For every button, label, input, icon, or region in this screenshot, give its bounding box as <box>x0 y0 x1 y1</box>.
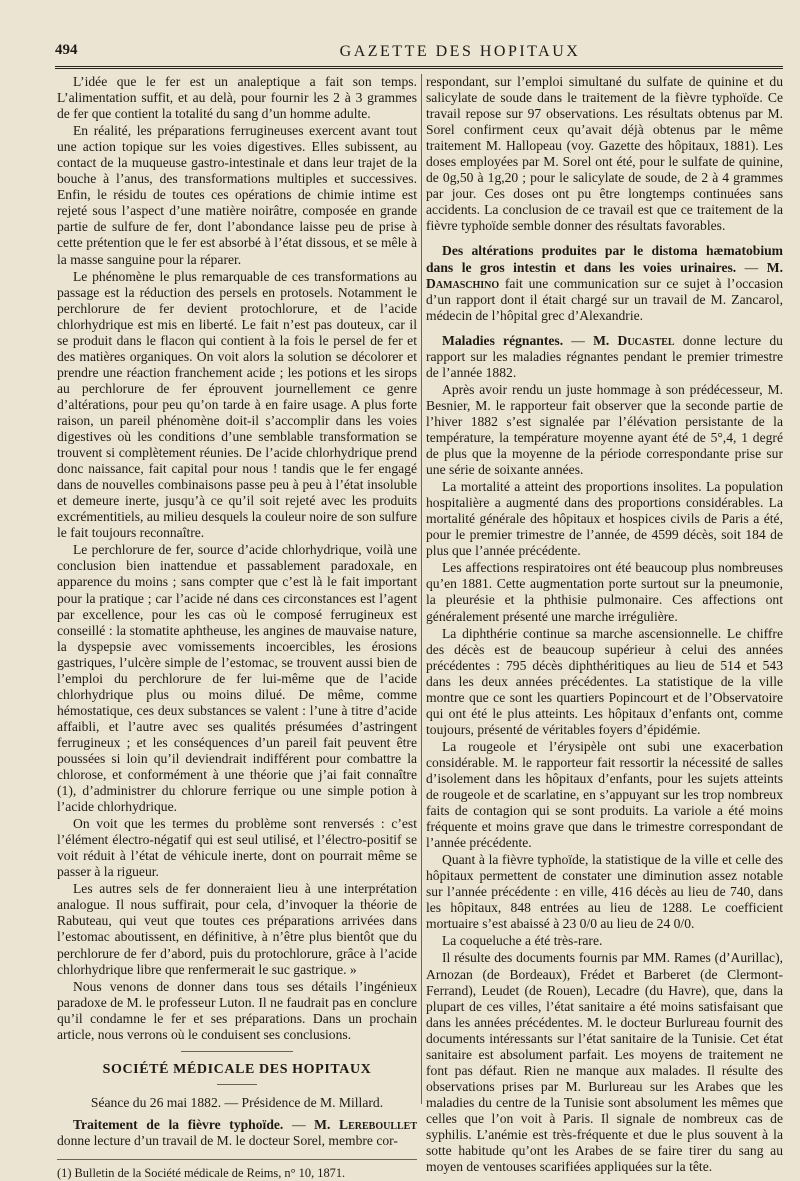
paragraph: Le phénomène le plus remarquable de ces transformations au passage est la réduction des persels en protosels. Notamment le perchlorure de fer devient protochlorure, et de l’acide chlorhydrique est mis en liberté. Le fait n’est pas douteux, car il se produit dans le flacon qui contient à la fois le persel de fer et des matières organiques. On voit alors la solution se décolorer et prendre une réaction franchement acide ; les potions et les sirops au perchlorure de fer éprouvent journellement ce genre d’altérations, pour peu qu’on tarde à en faire usage. A plus forte raison, un pareil phénomène doit-il s’accomplir dans les voies digestives où les conditions d’une semblable transformation se trouvent si complètement réunies. De l’acide chlorhydrique prend donc naissance, fait capital pour nous ! tandis que le fer engagé dans de nouvelles combinaisons passe peu à peu à l’état insoluble et demeure inerte, jusqu’à ce qu’il soit rejeté avec les produits excrémentitiels, au milieu desquels la couleur noire de son sulfure le fait toujours reconnaître. <box>57 268 417 541</box>
paragraph: Quant à la fièvre typhoïde, la statistique de la ville et celle des hôpitaux permettent de constater une diminution assez notable sur l’année précédente : en ville, 416 décès au lieu de 740, dans les hôpitaux, 848 entrées au lieu de 1288. Le coefficient mortuaire s’est abaissé à 23 0/0 au lieu de 24 0/0. <box>426 852 783 932</box>
paragraph: Il résulte des documents fournis par MM. Rames (d’Aurillac), Arnozan (de Bordeaux), Frédet et Barberet (de Clermont-Ferrand), Leudet (de Rouen), Lecadre (du Havre), que, dans la plupart de ces villes, l’état sanitaire a été moins satisfaisant que dans les années précédentes. M. le docteur Burlureau fournit des documents intéressants sur l’état sanitaire de la Tunisie. Cet état sanitaire est absolument parfait. Les moyens de traitement ne font pas défaut. Rien ne manque aux malades. Il résulte des observations prises par M. Burlureau sur les Arabes que les maladies du centre de la Tunisie sont absolument les mêmes que celles que l’on voit à Paris. Il signale de nombreux cas de syphilis. L’anémie est très-fréquente et due le plus souvent à la sotte habitude qu’ont les Arabes de se faire tirer du sang au moyen de ventouses scarifiées appliquées sur la tête. <box>426 950 783 1175</box>
paragraph: La coqueluche a été très-rare. <box>442 933 603 949</box>
paragraph: On voit que les termes du problème sont renversés : c’est l’élément électro-négatif qui est seul utilisé, et l’électro-positif se voit réduit à l’état de véhicule inerte, dont on pourrait même se passer à la rigueur. <box>57 816 417 880</box>
speaker-name: M. Damaschino <box>426 259 783 291</box>
item-heading: Maladies régnantes. <box>442 332 564 348</box>
section-ornament-rule <box>181 1051 293 1052</box>
paragraph: Nous venons de donner dans tous ses détails l’ingénieux paradoxe de M. le professeur Luton. Il ne faudrait pas en conclure qu’il condamne le fer et ses préparations. Dans un prochain article, nous verrons où le conduisent ses conclusions. <box>57 978 417 1042</box>
spacer <box>426 235 783 243</box>
paragraph: La diphthérie continue sa marche ascensionnelle. Le chiffre des décès est de beaucoup supérieur à celui des années précédentes : 795 décès diphthéritiques au lieu de 514 et 543 dans les deux années précédentes. La statistique de la ville montre que ce sont les quartiers Popincourt et de l’Observatoire qui ont été le plus atteints. Les hôpitaux d’enfants ont, comme toujours, présenté de véritables foyers d’épidémie. <box>426 625 783 737</box>
item-heading: Traitement de la fièvre typhoïde. <box>73 1116 284 1132</box>
dash: — <box>744 259 759 275</box>
footnote-rule <box>57 1159 417 1160</box>
paragraph: Les affections respiratoires ont été beaucoup plus nombreuses qu’en 1881. Cette augmentation porte surtout sur la pneumonie, la pleurésie et la phthisie pulmonaire. Ces affections ont généralement présenté une marche irrégulière. <box>426 560 783 624</box>
item-heading: Des altérations produites par le distoma hæmatobium dans le gros intestin et dans les voies urinaires. <box>426 243 783 275</box>
paragraph: La mortalité a atteint des proportions insolites. La population hospitalière a augmenté dans des proportions considérables. La mortalité générale des hôpitaux et hospices civils de Paris a été, pour le premier trimestre de l’année, de 4599 décès, soit 184 de plus que l’année précédente. <box>426 479 783 559</box>
paragraph: Les autres sels de fer donneraient lieu à une interprétation analogue. Il nous suffirait, pour cela, d’invoquer la théorie de Rabuteau, qui veut que toutes ces préparations arrivées dans l’estomac aboutissent, en définitive, à n’être plus bientôt que du perchlorure de fer d’abord, puis du protochlorure, grâce à l’acide chlorhydrique libre que renfermerait le suc gastrique. » <box>57 881 417 977</box>
item-text: donne lecture d’un travail de M. le docteur Sorel, membre cor- <box>57 1132 398 1148</box>
paragraph <box>57 542 417 815</box>
speaker-name: M. Ducastel <box>593 332 675 348</box>
paragraph-text: , d’administrer du chlorure ferrique ou une simple potion à l’acide chlorhydrique. <box>57 783 417 815</box>
paragraph: respondant, sur l’emploi simultané du sulfate de quinine et du salicylate de soude dans le traitement de la fièvre typhoïde. Ce travail repose sur 97 observations. Les résultats obtenus par M. Sorel confirment ceux qu’avait déjà obtenus par le même traitement M. Hallopeau (voy. Gazette des hôpitaux, 1881). Les doses employées par M. Sorel ont été, pour le sulfate de quinine, de 0g,50 à 1g,20 ; pour le salicylate de soude, de 2 à 4 grammes par jour. Ces doses ont pu être longtemps continuées sans accidents. La conclusion de ce travail est que ce traitement de la fièvre typhoïde semble donner des résultats favorables. <box>426 74 783 234</box>
session-line: Séance du 26 mai 1882. — Présidence de M. Millard. <box>90 1094 384 1110</box>
paragraph-text: Le perchlorure de fer, source d’acide chlorhydrique, voilà une conclusion bien inattendue et passablement paradoxale, en apparence du moins ; sans compter que c’est là le fait important pour la pratique ; car l’acide né dans ces circonstances est l’agent par excellence, pour les cas où le composé ferrugineux est conseillé : la stomatite aphtheuse, les angines de mauvaise nature, la dyspepsie avec vomissements incoercibles, les érosions gastriques, l’ulcère simple de l’estomac, se trouvent aussi bien de l’emploi du perchlorure de fer lui-même que de l’acide chlorhydrique plus ou moins dilué. De même, comme hémostatique, ces deux substances se valent : l’une à titre d’acide affaibli, et l’autre avec ses qualités présumées d’astringent ferrugineux ; et les conséquences d’un pareil fait peuvent être poussées si loin qu’il deviendrait indifférent pour combattre la chlorose, et conformément à une théorie que j’ai fait connaître <box>57 542 417 783</box>
left-column <box>57 74 418 1180</box>
paragraph: La rougeole et l’érysipèle ont subi une exacerbation considérable. M. le rapporteur fait ressortir la nécessité de salles d’isolement dans les hôpitaux d’enfants, pour les sujets atteints de rougeole et de scarlatine, en s’appuyant sur les trop nombreux faits de contagion qui se sont produits. La variole a été moins fréquente et moins grave que dans le trimestre correspondant de l’année précédente. <box>426 738 783 851</box>
report-item: Traitement de la fièvre typhoïde. — M. Lereboullet donne lecture d’un travail de M. le docteur Sorel, membre cor- <box>57 1116 418 1148</box>
section-heading: SOCIÉTÉ MÉDICALE DES HOPITAUX <box>102 1061 372 1077</box>
column-divider <box>421 74 422 1104</box>
footnote: (1) Bulletin de la Société médicale de Reims, n° 10, 1871. <box>57 1166 346 1180</box>
running-title: GAZETTE DES HOPITAUX <box>339 43 581 60</box>
dash: — <box>571 332 585 348</box>
page-number: 494 <box>55 42 78 58</box>
paragraph: Après avoir rendu un juste hommage à son prédécesseur, M. Besnier, M. le rapporteur fait observer que la seconde partie de l’hiver 1882 s’est signalée par l’élévation persistante de la température, la température moyenne ayant été de 5°,4, 1 degré de plus que la moyenne de la période correspondante prise sur une série de soixante années. <box>426 381 783 478</box>
speaker-name: M. Lereboullet <box>314 1116 418 1132</box>
report-item <box>426 243 783 323</box>
spacer <box>426 325 783 333</box>
item-text: fait une communication sur ce sujet à l’occasion d’un rapport dont il était chargé sur un travail de M. Zancarol, médecin de l’hôpital grec d’Alexandrie. <box>426 275 784 323</box>
paragraph: L’idée que le fer est un analeptique a fait son temps. L’alimentation suffit, et au delà, pour fournir les 2 à 3 grammes de fer que contient la totalité du sang d’un homme adulte. <box>57 74 417 122</box>
item-text: donne lecture du rapport sur les maladies régnantes pendant le premier trimestre de l’année 1882. <box>426 332 783 380</box>
report-item <box>426 333 783 381</box>
section-short-rule <box>217 1084 257 1085</box>
header-rule <box>55 66 783 69</box>
paragraph: En réalité, les préparations ferrugineuses exercent avant tout une action topique sur les voies digestives. Elles subissent, au contact de la muqueuse gastro-intestinale et dans leur trajet de la bouche à l’anus, des transformations multiples et successives. Enfin, le résidu de toutes ces opérations de chimie intime est rejeté sous l’aspect d’une matière noirâtre, composée en grande partie de sulfure de fer, dont l’abondance laisse peu de prise à cette prétention que le fer est absorbé à l’état dissous, et se mêle à la masse sanguine pour la réparer. <box>57 123 417 267</box>
footnote-ref: (1) <box>57 783 73 799</box>
right-column <box>426 74 784 1175</box>
